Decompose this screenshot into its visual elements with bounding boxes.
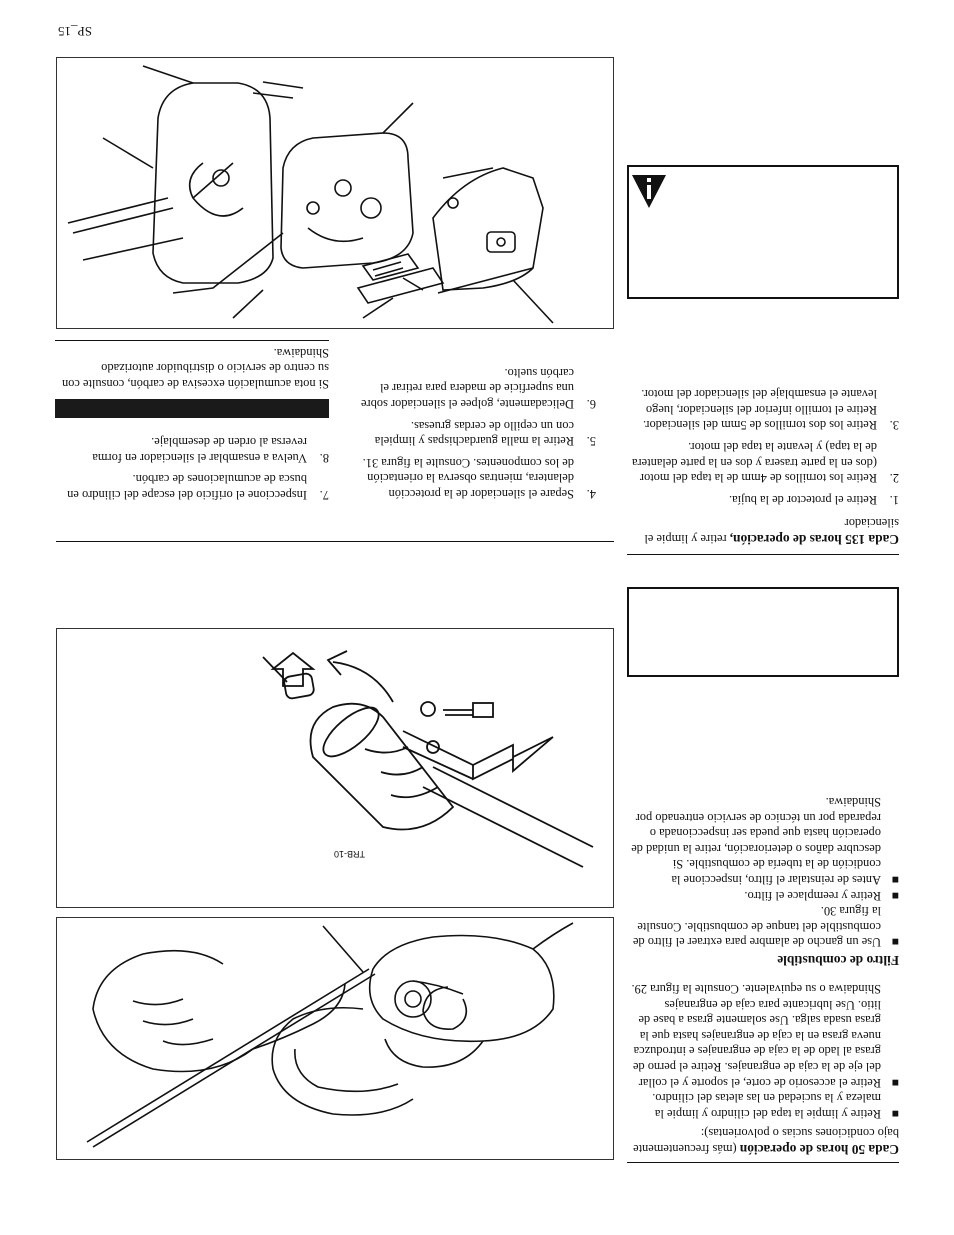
every-135-heading-bold: Cada 135 horas de operación, [729, 532, 899, 547]
fuel-filter-list [627, 794, 899, 950]
step-item [356, 454, 596, 501]
every-135-heading-rest: retire y limpie el silenciador [644, 516, 899, 546]
every-135-heading [627, 515, 899, 547]
step-text: Retire los tornillos de 4mm de la tapa del motor (dos en la parte trasera y dos en la parte delantera de la tapa) y levante la tapa del motor. [632, 440, 877, 486]
warning-box [627, 587, 899, 677]
step-item [627, 438, 899, 485]
list-item: ■ Use un gancho de alambre para extraer el filtro de combustible del tanque de combustible. Consulte la figura 30. [627, 903, 899, 950]
step-number: 4. [586, 487, 596, 501]
right-steps [55, 434, 329, 502]
step-number: 1. [889, 492, 899, 507]
list-item: ■ Antes de reinstalar el filtro, inspeccione la condición de la tubería de combustible. Si descubre daños o deterioración, retire la unidad de operación hasta que pueda ser inspeccionada o reparada por un técnico de servicio entrenado por Shindaiwa. [627, 794, 899, 888]
every-50-heading-bold: Cada 50 horas de operación [739, 1142, 899, 1157]
column-rule [56, 541, 614, 542]
grease-illustration [57, 918, 613, 1159]
middle-steps [356, 364, 596, 501]
step-text: Retire la malla guardachispas y limpiela con un cepillo de cerdas gruesas. [374, 418, 574, 449]
section-every-50-hours [627, 794, 899, 1163]
caution-box [627, 165, 899, 299]
step-item [627, 386, 899, 433]
note-text: Si nota acumulación excesiva de carbón, consulte con su centro de servicio o distribuidor autorizado Shindaiwa. [62, 345, 329, 391]
step-number: 5. [586, 434, 596, 449]
step-text: Retire los dos tornillos de 5mm del silenciador. Retire el tornillo inferior del silenciador, luego levante el ensamblaje del silenciador del motor. [641, 387, 877, 433]
every-50-heading-rest: (más frecuentemente bajo condiciones sucias o polvorientas): [633, 1126, 899, 1156]
reassembly-steps [55, 434, 329, 502]
step-text: Separe el silenciador de la protección delantera, mientras observa la orientación de los componentes. Consulte la figura 31. [362, 455, 574, 501]
figure-31-muffler [56, 57, 614, 329]
step-number: 3. [889, 418, 899, 433]
list-item: ■ Retire el accesorio de corte, el soporte y el collar del eje de la caja de engranajes. Retire el perno de grasa al lado de la caja de engranajes e introduzca nueva grasa en la caja de engranajes hasta que la grasa usada salga. Use solamente grasa a base de litio. Use lubricante para caja de engranajes Shindaiwa o su equivalente. Consulte la figura 29. [627, 980, 899, 1089]
step-number: 6. [586, 397, 596, 412]
every-135-steps [627, 386, 899, 507]
every-50-heading [627, 1125, 899, 1157]
step-item [55, 471, 329, 502]
note-header-bar [55, 399, 329, 418]
fuel-filter-illustration [57, 629, 613, 907]
step-text: Vuelva a ensamblar el silenciador en forma reversa al orden de desemblaje. [92, 435, 307, 465]
step-number: 7. [319, 488, 329, 502]
section-rule [627, 1162, 899, 1163]
step-text: Retire el protector de la bujía. [729, 492, 877, 507]
muffler-exploded-illustration [57, 58, 613, 328]
every-50-list [627, 980, 899, 1120]
section-every-135-hours [627, 386, 899, 555]
step-item [55, 434, 329, 465]
step-item [627, 491, 899, 507]
list-item: ■ Retire y limpie la tapa del cilindro y limpie la maleza y la suciedad en las aletas del cilindro. [627, 1090, 899, 1121]
warning-triangle-icon [631, 173, 667, 209]
figure-30-fuel-filter [56, 628, 614, 908]
muffler-steps [356, 364, 596, 501]
note-rule [55, 340, 329, 341]
step-text: Inspeccione el orificio del escape del cilindro en busca de acumulaciones de carbón. [67, 472, 307, 502]
step-number: 8. [319, 450, 329, 465]
section-rule [627, 554, 899, 555]
fuel-filter-heading: Filtro de combustible [777, 953, 899, 969]
page-number: SP_15 [58, 24, 92, 39]
step-number: 2. [889, 471, 899, 486]
step-item [356, 364, 596, 411]
list-item: ■ Retire y reemplace el filtro. [627, 887, 899, 903]
figure-29-grease [56, 917, 614, 1160]
figure-30-code: TRB-10 [333, 849, 365, 859]
step-text: Delicadamente, golpee el silenciador sobre una superficie de madera para retirar el carbón suelto. [361, 365, 574, 412]
step-item [356, 417, 596, 448]
